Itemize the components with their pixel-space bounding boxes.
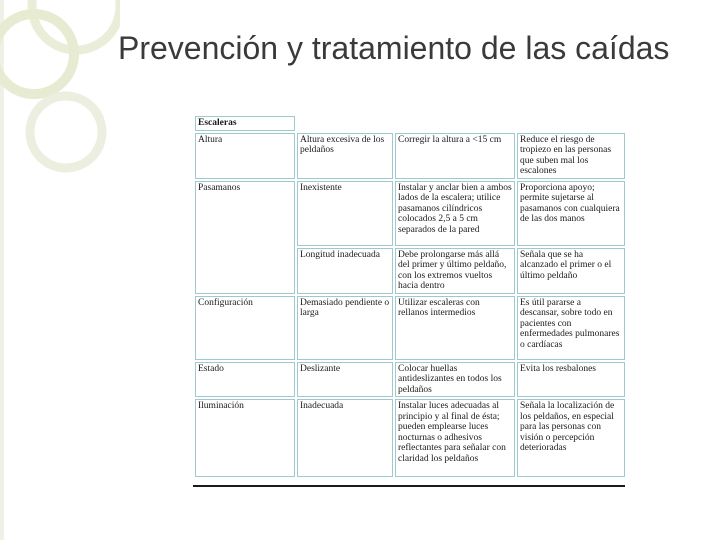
- table-cell: Colocar huellas antideslizantes en todos los peldaños: [395, 362, 515, 398]
- table-cell: Es útil pararse a descansar, sobre todo en pacientes con enfermedades pulmonares o cardíacas: [517, 296, 625, 360]
- stairs-table: [193, 114, 625, 487]
- table-cell: Demasiado pendiente o larga: [297, 296, 393, 360]
- table-header-cell: Escaleras: [195, 116, 295, 131]
- table-cell: Instalar luces adecuadas al principio y al final de ésta; pueden emplearse luces nocturnas o adhesivos reflectantes para señalar con claridad los peldaños: [395, 399, 515, 477]
- table-cell: Proporciona apoyo; permite sujetarse al pasamanos con cualquiera de las dos manos: [517, 181, 625, 246]
- table-row: [195, 399, 625, 477]
- table-cell: Corregir la altura a <15 cm: [395, 133, 515, 179]
- table-row: [195, 133, 625, 179]
- table-cell: Señala la localización de los peldaños, en especial para las personas con visión o percepción deterioradas: [517, 399, 625, 477]
- table-header-row: [195, 116, 625, 131]
- table-cell: Configuración: [195, 296, 295, 360]
- table-cell: Inexistente: [297, 181, 393, 246]
- table-cell: Reduce el riesgo de tropiezo en las personas que suben mal los escalones: [517, 133, 625, 179]
- slide-title: Prevención y tratamiento de las caídas: [118, 30, 670, 66]
- table-cell: Iluminación: [195, 399, 295, 477]
- table-cell: Deslizante: [297, 362, 393, 398]
- table-cell: Utilizar escaleras con rellanos intermedios: [395, 296, 515, 360]
- table-cell: Pasamanos: [195, 181, 295, 294]
- table-row: [195, 181, 625, 246]
- table-cell: Estado: [195, 362, 295, 398]
- table: [193, 114, 627, 479]
- table-cell: Altura: [195, 133, 295, 179]
- decorative-rings: [0, 0, 120, 540]
- table-cell: Altura excesiva de los peldaños: [297, 133, 393, 179]
- table-cell: Longitud inadecuada: [297, 248, 393, 294]
- table-cell: Inadecuada: [297, 399, 393, 477]
- table-cell: Instalar y anclar bien a ambos lados de la escalera; utilice pasamanos cilíndricos colocados 2,5 a 5 cm separados de la pared: [395, 181, 515, 246]
- table-row: [195, 362, 625, 398]
- table-row: [195, 296, 625, 360]
- table-cell: Evita los resbalones: [517, 362, 625, 398]
- table-cell: Debe prolongarse más allá del primer y último peldaño, con los extremos vueltos hacia dentro: [395, 248, 515, 294]
- table-cell: Señala que se ha alcanzado el primer o el último peldaño: [517, 248, 625, 294]
